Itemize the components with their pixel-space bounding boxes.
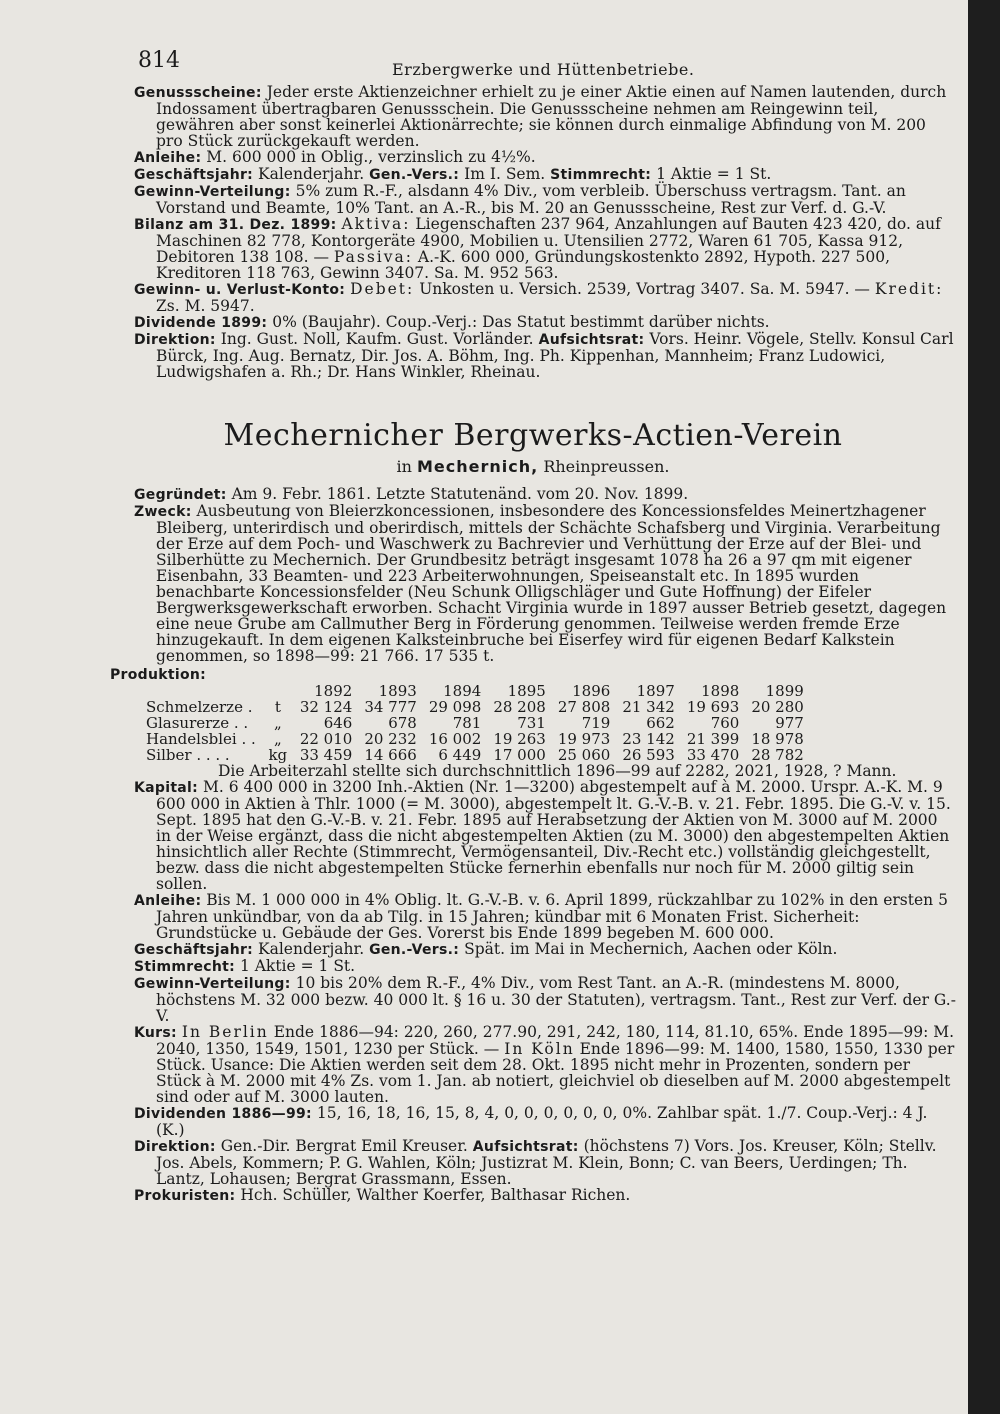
entry-anleihe (134, 892, 956, 941)
entry-text-2: (höchstens 7) Vors. Jos. Kreuser, Köln; Stellv. Jos. Abels, Kommern; P. G. Wahlen, Köln; Justizrat M. Klein, Bonn; C. van Beers, Uerdingen; Th. Lantz, Lohausen; Bergrat Grassmann, Essen. (156, 1137, 937, 1188)
entry-anleihe (134, 149, 956, 166)
entry-bilanz (134, 216, 956, 281)
row-unit: kg (268, 746, 288, 764)
entry-text-2: Zs. M. 5947. (156, 297, 255, 315)
value-cell: 25 060 (557, 746, 611, 764)
value-cell: 26 593 (622, 746, 675, 764)
page-header (110, 44, 956, 84)
company-location (110, 457, 956, 476)
year-cell: 1899 (765, 682, 804, 700)
entry-dividende (134, 314, 956, 331)
entry-label: Bilanz am 31. Dez. 1899: (134, 217, 337, 233)
row-name: Glasurerze (146, 714, 230, 732)
entry-label-2: Aufsichtsrat: (538, 332, 645, 348)
entry-gegruendet (134, 486, 956, 503)
value-cell: 34 777 (364, 698, 417, 716)
entry-gewinn-verlust-konto (134, 281, 956, 314)
row-name: Silber (146, 746, 192, 764)
value-cell: 23 142 (622, 730, 675, 748)
entry-text: Hch. Schüller, Walther Koerfer, Balthasar Richen. (240, 1186, 631, 1204)
kredit-label: Kredit: (874, 280, 944, 298)
debet-label: Debet: (350, 280, 415, 298)
entry-text-2: A.-K. 600 000, Gründungskostenkto 2892, Hypoth. 227 500, Kreditoren 118 763, Gewinn 3407. Sa. M. 952 563. (156, 248, 891, 282)
entry-geschaeftsjahr (134, 941, 956, 958)
value-cell: 20 232 (364, 730, 417, 748)
entry-genussscheine (134, 84, 956, 149)
entry-dividenden (134, 1105, 956, 1138)
entry-kurs (134, 1024, 956, 1105)
entry-label: Geschäftsjahr: (134, 942, 254, 958)
entry-label: Direktion: (134, 1139, 216, 1155)
entry-text: M. 6 400 000 in 3200 Inh.-Aktien (Nr. 1—3200) abgestempelt auf à M. 2000. Urspr. A.-K. M. 9 600 000 in Aktien à Thlr. 1000 (= M. 3000), abgestempelt lt. G.-V.-B. v. 21. Febr. 1895. Die G.-V. v. 15. Sept. 1895 hat den G.-V.-B. v. 21. Febr. 1895 auf Herabsetzung der Aktien von M. 3000 auf M. 2000 in der Weise ergänzt, dass die nicht abgestempelten Aktien (zu M. 3000) den abgestempelten Aktien hinsichtlich aller Rechte (Stimmrecht, Vermögensanteil, Div.-Recht etc.) vollständig gleichgestellt, bezw. dass die nicht abgestempelten Stücke fernerhin ebenfalls nur noch für M. 2000 giltig sein sollen. (156, 778, 951, 893)
value-cell: 28 782 (751, 746, 804, 764)
entry-direktion (134, 1138, 956, 1187)
value-cell: 19 693 (686, 698, 740, 716)
entry-label: Zweck: (134, 504, 192, 520)
entry-text: Die Arbeiterzahl stellte sich durchschnittlich 1896—99 auf 2282, 2021, 1928, ? Mann. (218, 762, 897, 780)
value-cell: 719 (581, 714, 611, 732)
value-cell: 19 263 (493, 730, 546, 748)
entry-text: Liegenschaften 237 964, Anzahlungen auf Bauten 423 420, do. auf Maschinen 82 778, Kontorgeräte 4900, Mobilien u. Utensilien 2772, Waren 61 705, Kassa 912, Debitoren 138 108. — (156, 215, 941, 266)
table-row (122, 699, 810, 715)
entry-text-2: Ende 1896—99: M. 1400, 1580, 1550, 1330 per Stück. Usance: Die Aktien werden seit dem 28. Okt. 1895 nicht mehr in Prozenten, sondern per Stück à M. 2000 mit 4% Zs. vom 1. Jan. ab notiert, gleichviel ob dieselben auf M. 2000 abgestempelt sind oder auf M. 3000 lauten. (156, 1040, 955, 1106)
entry-label: Dividende 1899: (134, 315, 268, 331)
entry-label: Direktion: (134, 332, 216, 348)
year-cell: 1895 (507, 682, 546, 700)
location-region: Rheinpreussen. (543, 457, 670, 476)
entry-text: Unkosten u. Versich. 2539, Vortrag 3407. Sa. M. 5947. — (419, 280, 870, 298)
entry-stimmrecht (134, 958, 956, 975)
production-section (110, 664, 956, 779)
company-title: Mechernicher Bergwerks-Actien-Verein (223, 418, 843, 453)
entry-text: M. 600 000 in Oblig., verzinslich zu 4½%. (206, 148, 536, 166)
kurs-berlin-label: In Berlin (181, 1023, 269, 1041)
prev-company-section (134, 84, 956, 380)
value-cell: 22 010 (299, 730, 353, 748)
entry-text: Ing. Gust. Noll, Kaufm. Gust. Vorländer. (220, 330, 534, 348)
company-entries-b (134, 779, 956, 1204)
year-cell: 1896 (572, 682, 611, 700)
value-cell: 33 459 (299, 746, 353, 764)
entry-text: 1 Aktie = 1 St. (239, 957, 356, 975)
entry-text: Ende 1886—94: 220, 260, 277.90, 291, 242, 180, 114, 81.10, 65%. Ende 1895—99: M. 2040, 1350, 1549, 1501, 1230 per Stück. — (156, 1023, 955, 1058)
entry-text: Ausbeutung von Bleierzkoncessionen, insbesondere des Koncessionsfeldes Meinertzhagener Bleiberg, unterirdisch und oberirdisch, mittels der Schächte Schafsberg und Virginia. Verarbeitung der Erze auf dem Poch- und Waschwerk zu Bachrevier und Verhüttung der Erze auf der Blei- und Silberhütte zu Mechernich. Der Grundbesitz beträgt insgesamt 1078 ha 26 a 97 qm mit eigener Eisenbahn, 33 Beamten- und 223 Arbeiterwohnungen, Speiseanstalt etc. In 1895 wurden benachbarte Koncessionsfelder (Neu Schunk Olligschläger und Gute Hoffnung) der Eifeler Bergwerksgewerkschaft erworben. Schacht Virginia wurde in 1897 ausser Betrieb gesetzt, dagegen eine neue Grube am Callmuther Berg in Förderung genommen. Teilweise werden fremde Erze hinzugekauft. In dem eigenen Kalksteinbruche bei Eiserfey wird für eigenen Bedarf Kalkstein genommen, so 1898—99: 21 766. 17 535 t. (156, 502, 947, 665)
year-cell: 1894 (443, 682, 482, 700)
entry-text-2: Vors. Heinr. Vögele, Stellv. Konsul Carl Bürck, Ing. Aug. Bernatz, Dir. Jos. A. Böhm, Ing. Ph. Kippenhan, Mannheim; Franz Ludowici, Ludwigshafen a. Rh.; Dr. Hans Winkler, Rheinau. (156, 330, 954, 381)
row-dots: . . (241, 730, 256, 748)
value-cell: 27 808 (557, 698, 611, 716)
value-cell: 21 399 (686, 730, 740, 748)
value-cell: 14 666 (364, 746, 417, 764)
passiva-label: Passiva: (333, 248, 413, 266)
year-cell: 1893 (378, 682, 417, 700)
entry-label: Dividenden 1886—99: (134, 1106, 312, 1122)
row-dots: . . (233, 714, 249, 732)
entry-label: Genussscheine: (134, 85, 262, 101)
value-cell: 33 470 (686, 746, 740, 764)
entry-text-2: Im I. Sem. (464, 165, 546, 183)
value-cell: 16 002 (428, 730, 482, 748)
scan-border (968, 0, 1000, 1414)
entry-zweck (134, 503, 956, 664)
aktiva-label: Aktiva: (341, 215, 411, 233)
entry-label: Geschäftsjahr: (134, 167, 254, 183)
production-label: Produktion: (110, 667, 207, 683)
entry-kapital (134, 779, 956, 892)
row-dots: . (247, 698, 253, 716)
entry-text: Bis M. 1 000 000 in 4% Oblig. lt. G.-V.-B. v. 6. April 1899, rückzahlbar zu 102% in den ersten 5 Jahren unkündbar, von da ab Tilg. in 15 Jahren; kündbar mit 6 Monaten Frist. Sicherheit: Grundstücke u. Gebäude der Ges. Vorerst bis Ende 1899 begeben M. 600 000. (156, 891, 948, 942)
production-note (134, 763, 956, 779)
entry-text: 5% zum R.-F., alsdann 4% Div., vom verbleib. Überschuss vertragsm. Tant. an Vorstand und Beamte, 10% Tant. an A.-R., bis M. 20 an Genussscheine, Rest zur Verf. d. G.-V. (156, 182, 906, 217)
entry-gewinn-verteilung (134, 975, 956, 1024)
entry-gewinn-verteilung (134, 183, 956, 216)
value-cell: 662 (646, 714, 675, 732)
value-cell: 32 124 (299, 698, 353, 716)
value-cell: 20 280 (751, 698, 804, 716)
entry-prokuristen (134, 1187, 956, 1204)
table-row (122, 747, 810, 763)
entry-label: Gegründet: (134, 487, 227, 503)
entry-label-3: Stimmrecht: (550, 167, 652, 183)
kurs-koeln-label: In Köln (504, 1040, 575, 1058)
value-cell: 646 (323, 714, 353, 732)
value-cell: 18 978 (751, 730, 804, 748)
entry-label: Gewinn-Verteilung: (134, 976, 291, 992)
entry-text: Kalenderjahr. (258, 940, 365, 958)
year-cell: 1892 (314, 682, 353, 700)
value-cell: 19 973 (557, 730, 611, 748)
year-cell: 1898 (701, 682, 740, 700)
entry-label: Anleihe: (134, 150, 202, 166)
entry-label: Prokuristen: (134, 1188, 236, 1204)
row-unit: t (274, 698, 281, 716)
running-title: Erzbergwerke und Hüttenbetriebe. (392, 60, 695, 79)
entry-label: Anleihe: (134, 893, 202, 909)
row-name: Schmelzerze (146, 698, 243, 716)
row-name: Handelsblei (146, 730, 237, 748)
row-unit: „ (273, 730, 282, 748)
value-cell: 28 208 (493, 698, 546, 716)
table-row (122, 715, 810, 731)
entry-label-2: Gen.-Vers.: (369, 942, 460, 958)
entry-text: Am 9. Febr. 1861. Letzte Statutenänd. vom 20. Nov. 1899. (231, 485, 689, 503)
entry-text: Gen.-Dir. Bergrat Emil Kreuser. (220, 1137, 468, 1155)
table-row (122, 731, 810, 747)
value-cell: 731 (517, 714, 546, 732)
value-cell: 760 (710, 714, 740, 732)
entry-text: Jeder erste Aktienzeichner erhielt zu je einer Aktie einen auf Namen lautenden, durch Indossament übertragbaren Genussschein. Die Genussscheine nehmen am Reingewinn teil, gewähren aber sonst keinerlei Aktionärrechte; sie können durch einmalige Abfindung von M. 200 pro Stück zurückgekauft werden. (156, 83, 947, 150)
entry-geschaeftsjahr (134, 166, 956, 183)
entry-label: Gewinn- u. Verlust-Konto: (134, 282, 346, 298)
company-entries-a (134, 486, 956, 664)
entry-text-2: Spät. im Mai in Mechernich, Aachen oder Köln. (464, 940, 838, 958)
value-cell: 21 342 (622, 698, 675, 716)
entry-label: Kurs: (134, 1025, 177, 1041)
value-cell: 6 449 (438, 746, 482, 764)
entry-label-2: Gen.-Vers.: (369, 167, 460, 183)
entry-label: Gewinn-Verteilung: (134, 184, 291, 200)
location-city: Mechernich, (417, 457, 539, 476)
row-unit: „ (273, 714, 282, 732)
year-cell: 1897 (636, 682, 675, 700)
entry-label: Stimmrecht: (134, 959, 236, 975)
value-cell: 781 (452, 714, 482, 732)
entry-text: 15, 16, 18, 16, 15, 8, 4, 0, 0, 0, 0, 0, 0, 0%. Zahlbar spät. 1./7. Coup.-Verj.: 4 J. (K.) (156, 1104, 928, 1139)
entry-direktion (134, 331, 956, 380)
entry-text-3: 1 Aktie = 1 St. (656, 165, 772, 183)
entry-label: Kapital: (134, 780, 199, 796)
value-cell: 678 (388, 714, 417, 732)
row-dots: . . . . (196, 746, 230, 764)
production-table (122, 683, 810, 763)
value-cell: 977 (775, 714, 804, 732)
entry-text: 10 bis 20% dem R.-F., 4% Div., vom Rest Tant. an A.-R. (mindestens M. 8000, höchstens M. 32 000 bezw. 40 000 lt. § 16 u. 30 der Statuten), vertragsm. Tant., Rest zur Verf. der G.-V. (156, 974, 956, 1025)
entry-text: Kalenderjahr. (258, 165, 365, 183)
entry-label-2: Aufsichtsrat: (472, 1139, 579, 1155)
production-header-row (122, 683, 810, 699)
value-cell: 17 000 (493, 746, 546, 764)
entry-text: 0% (Baujahr). Coup.-Verj.: Das Statut bestimmt darüber nichts. (272, 313, 770, 331)
page-number: 814 (138, 48, 180, 73)
value-cell: 29 098 (428, 698, 482, 716)
location-prefix: in (396, 457, 412, 476)
page-content (110, 44, 956, 1204)
